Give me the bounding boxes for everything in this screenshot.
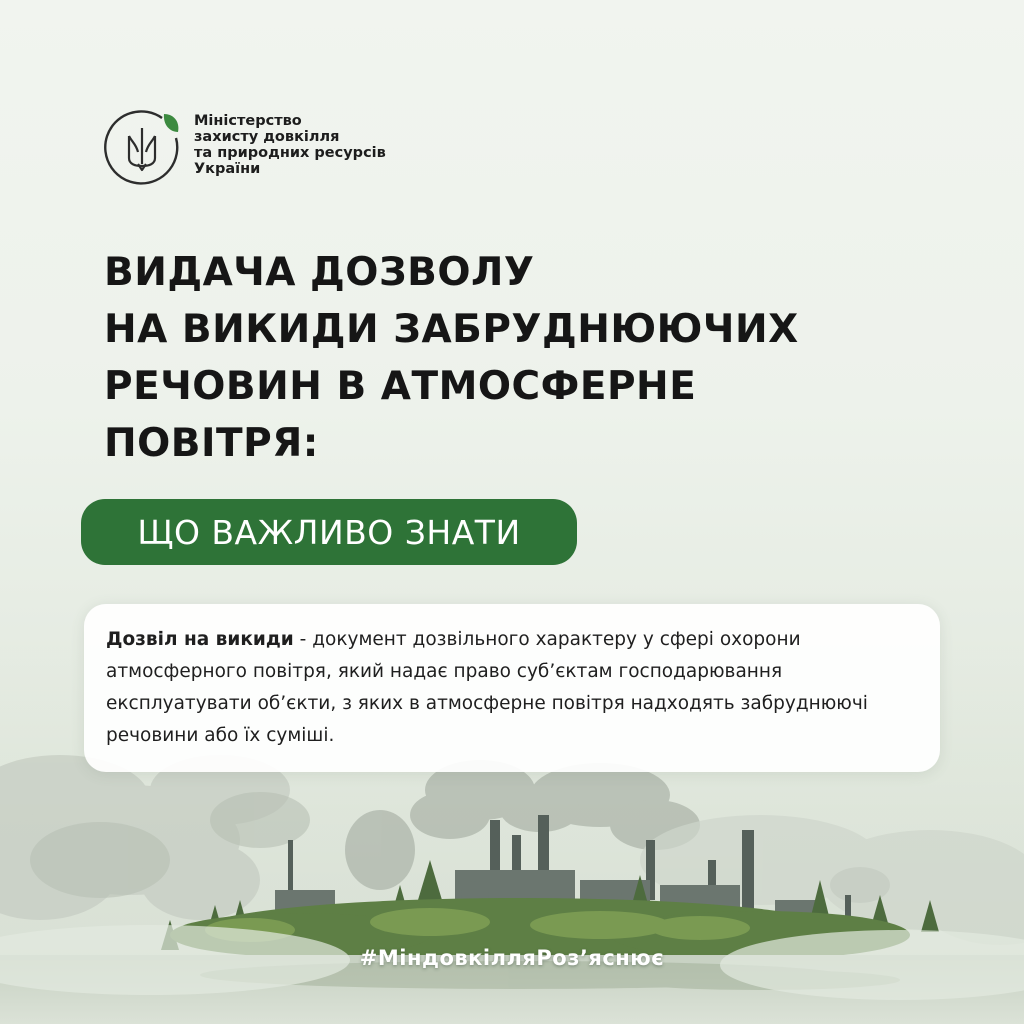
trident-with-leaf-emblem-icon bbox=[102, 108, 182, 188]
ministry-name-line: та природних ресурсів bbox=[194, 145, 386, 161]
ministry-name bbox=[194, 113, 386, 177]
headline-line: ПОВІТРЯ: bbox=[104, 421, 319, 466]
ministry-name-line: України bbox=[194, 161, 261, 177]
headline-line: ВИДАЧА ДОЗВОЛУ bbox=[104, 250, 535, 295]
subheading-text: ЩО ВАЖЛИВО ЗНАТИ bbox=[137, 512, 521, 552]
hashtag: #МіндовкілляРоз’яснює bbox=[359, 946, 665, 970]
ministry-name-line: Міністерство bbox=[194, 113, 302, 129]
definition-paragraph bbox=[106, 624, 922, 752]
headline-line: РЕЧОВИН В АТМОСФЕРНЕ bbox=[104, 364, 697, 409]
headline-line: НА ВИКИДИ ЗАБРУДНЮЮЧИХ bbox=[104, 307, 799, 352]
headline bbox=[104, 244, 799, 472]
definition-body: - документ дозвільного характеру у сфері охорони атмосферного повітря, який надає право суб’єктам господарювання експлуатувати об’єкти, з яких в атмосферне повітря надходять забруднюючі речовини або їх суміші. bbox=[106, 629, 868, 746]
ministry-name-line: захисту довкілля bbox=[194, 129, 340, 145]
definition-card bbox=[84, 604, 940, 772]
definition-term: Дозвіл на викиди bbox=[106, 629, 294, 650]
subheading-badge bbox=[81, 499, 577, 565]
ministry-logo-block bbox=[102, 108, 386, 188]
